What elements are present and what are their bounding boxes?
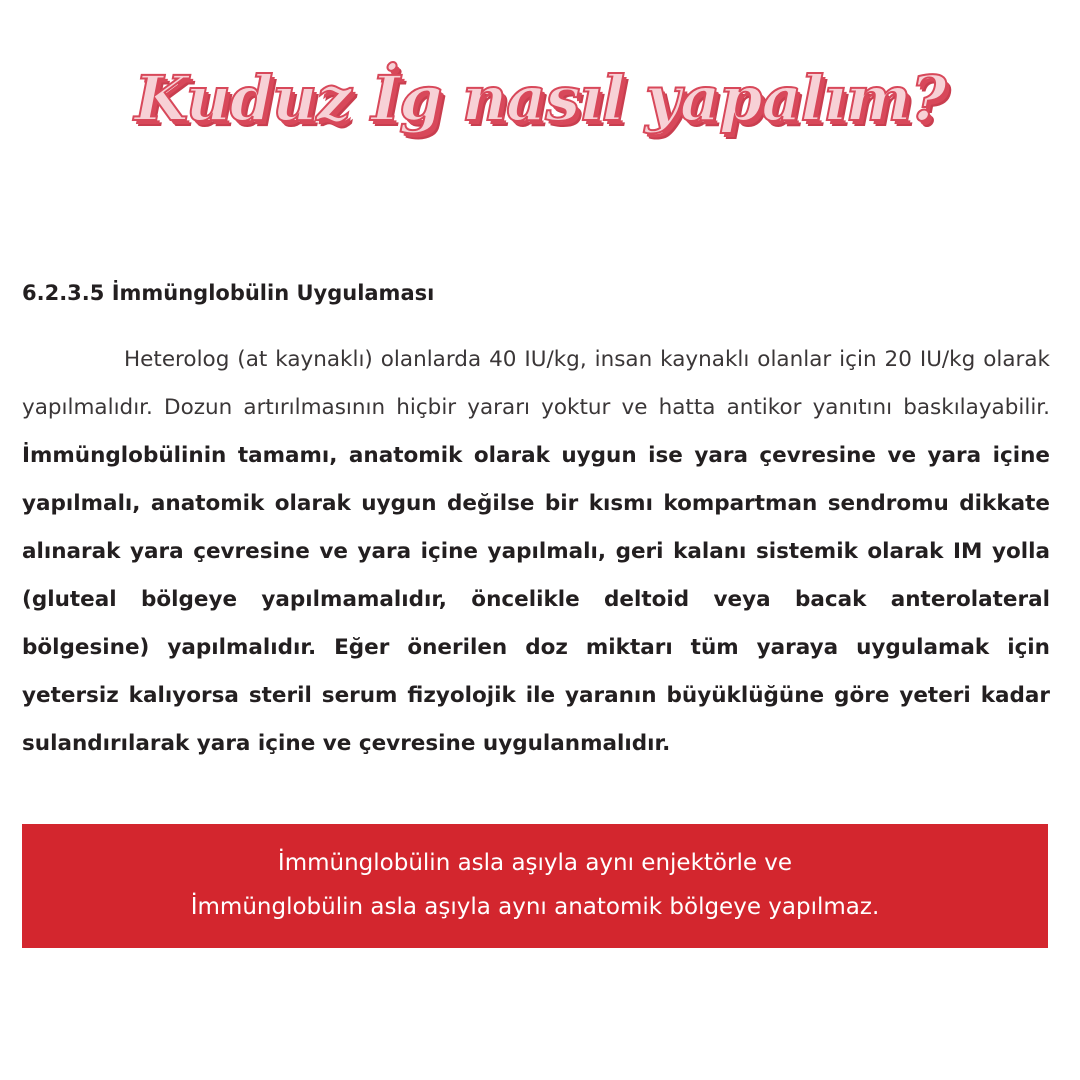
paragraph-plain-text: Heterolog (at kaynaklı) olanlarda 40 IU/kg, insan kaynaklı olanlar için 20 IU/kg olarak yapılmalıdır. Dozun artırılmasının hiçbir yararı yoktur ve hatta antikor yanıtını baskılayabilir.: [22, 347, 1050, 420]
body-paragraph: [22, 336, 1050, 768]
paragraph-bold-text: İmmünglobülinin tamamı, anatomik olarak uygun ise yara çevresine ve yara içine yapılmalı, anatomik olarak uygun değilse bir kısmı kompartman sendromu dikkate alınarak yara çevresine ve yara içine yapılmalı, geri kalanı sistemik olarak IM yolla (gluteal bölgeye yapılmamalıdır, öncelikle deltoid veya bacak anterolateral bölgesine) yapılmalıdır. Eğer önerilen doz miktarı tüm yaraya uygulamak için yetersiz kalıyorsa steril serum fizyolojik ile yaranın büyüklüğüne göre yeteri kadar sulandırılarak yara içine ve çevresine uygulanmalıdır.: [22, 443, 1050, 756]
page-headline: Kuduz İg nasıl yapalım?: [134, 62, 946, 135]
warning-callout-box: [22, 824, 1048, 948]
callout-line-1: İmmünglobülin asla aşıyla aynı enjektörle ve: [277, 850, 793, 876]
section-heading: 6.2.3.5 İmmünglobülin Uygulaması: [22, 281, 435, 305]
callout-line-2: İmmünglobülin asla aşıyla aynı anatomik bölgeye yapılmaz.: [190, 894, 880, 920]
